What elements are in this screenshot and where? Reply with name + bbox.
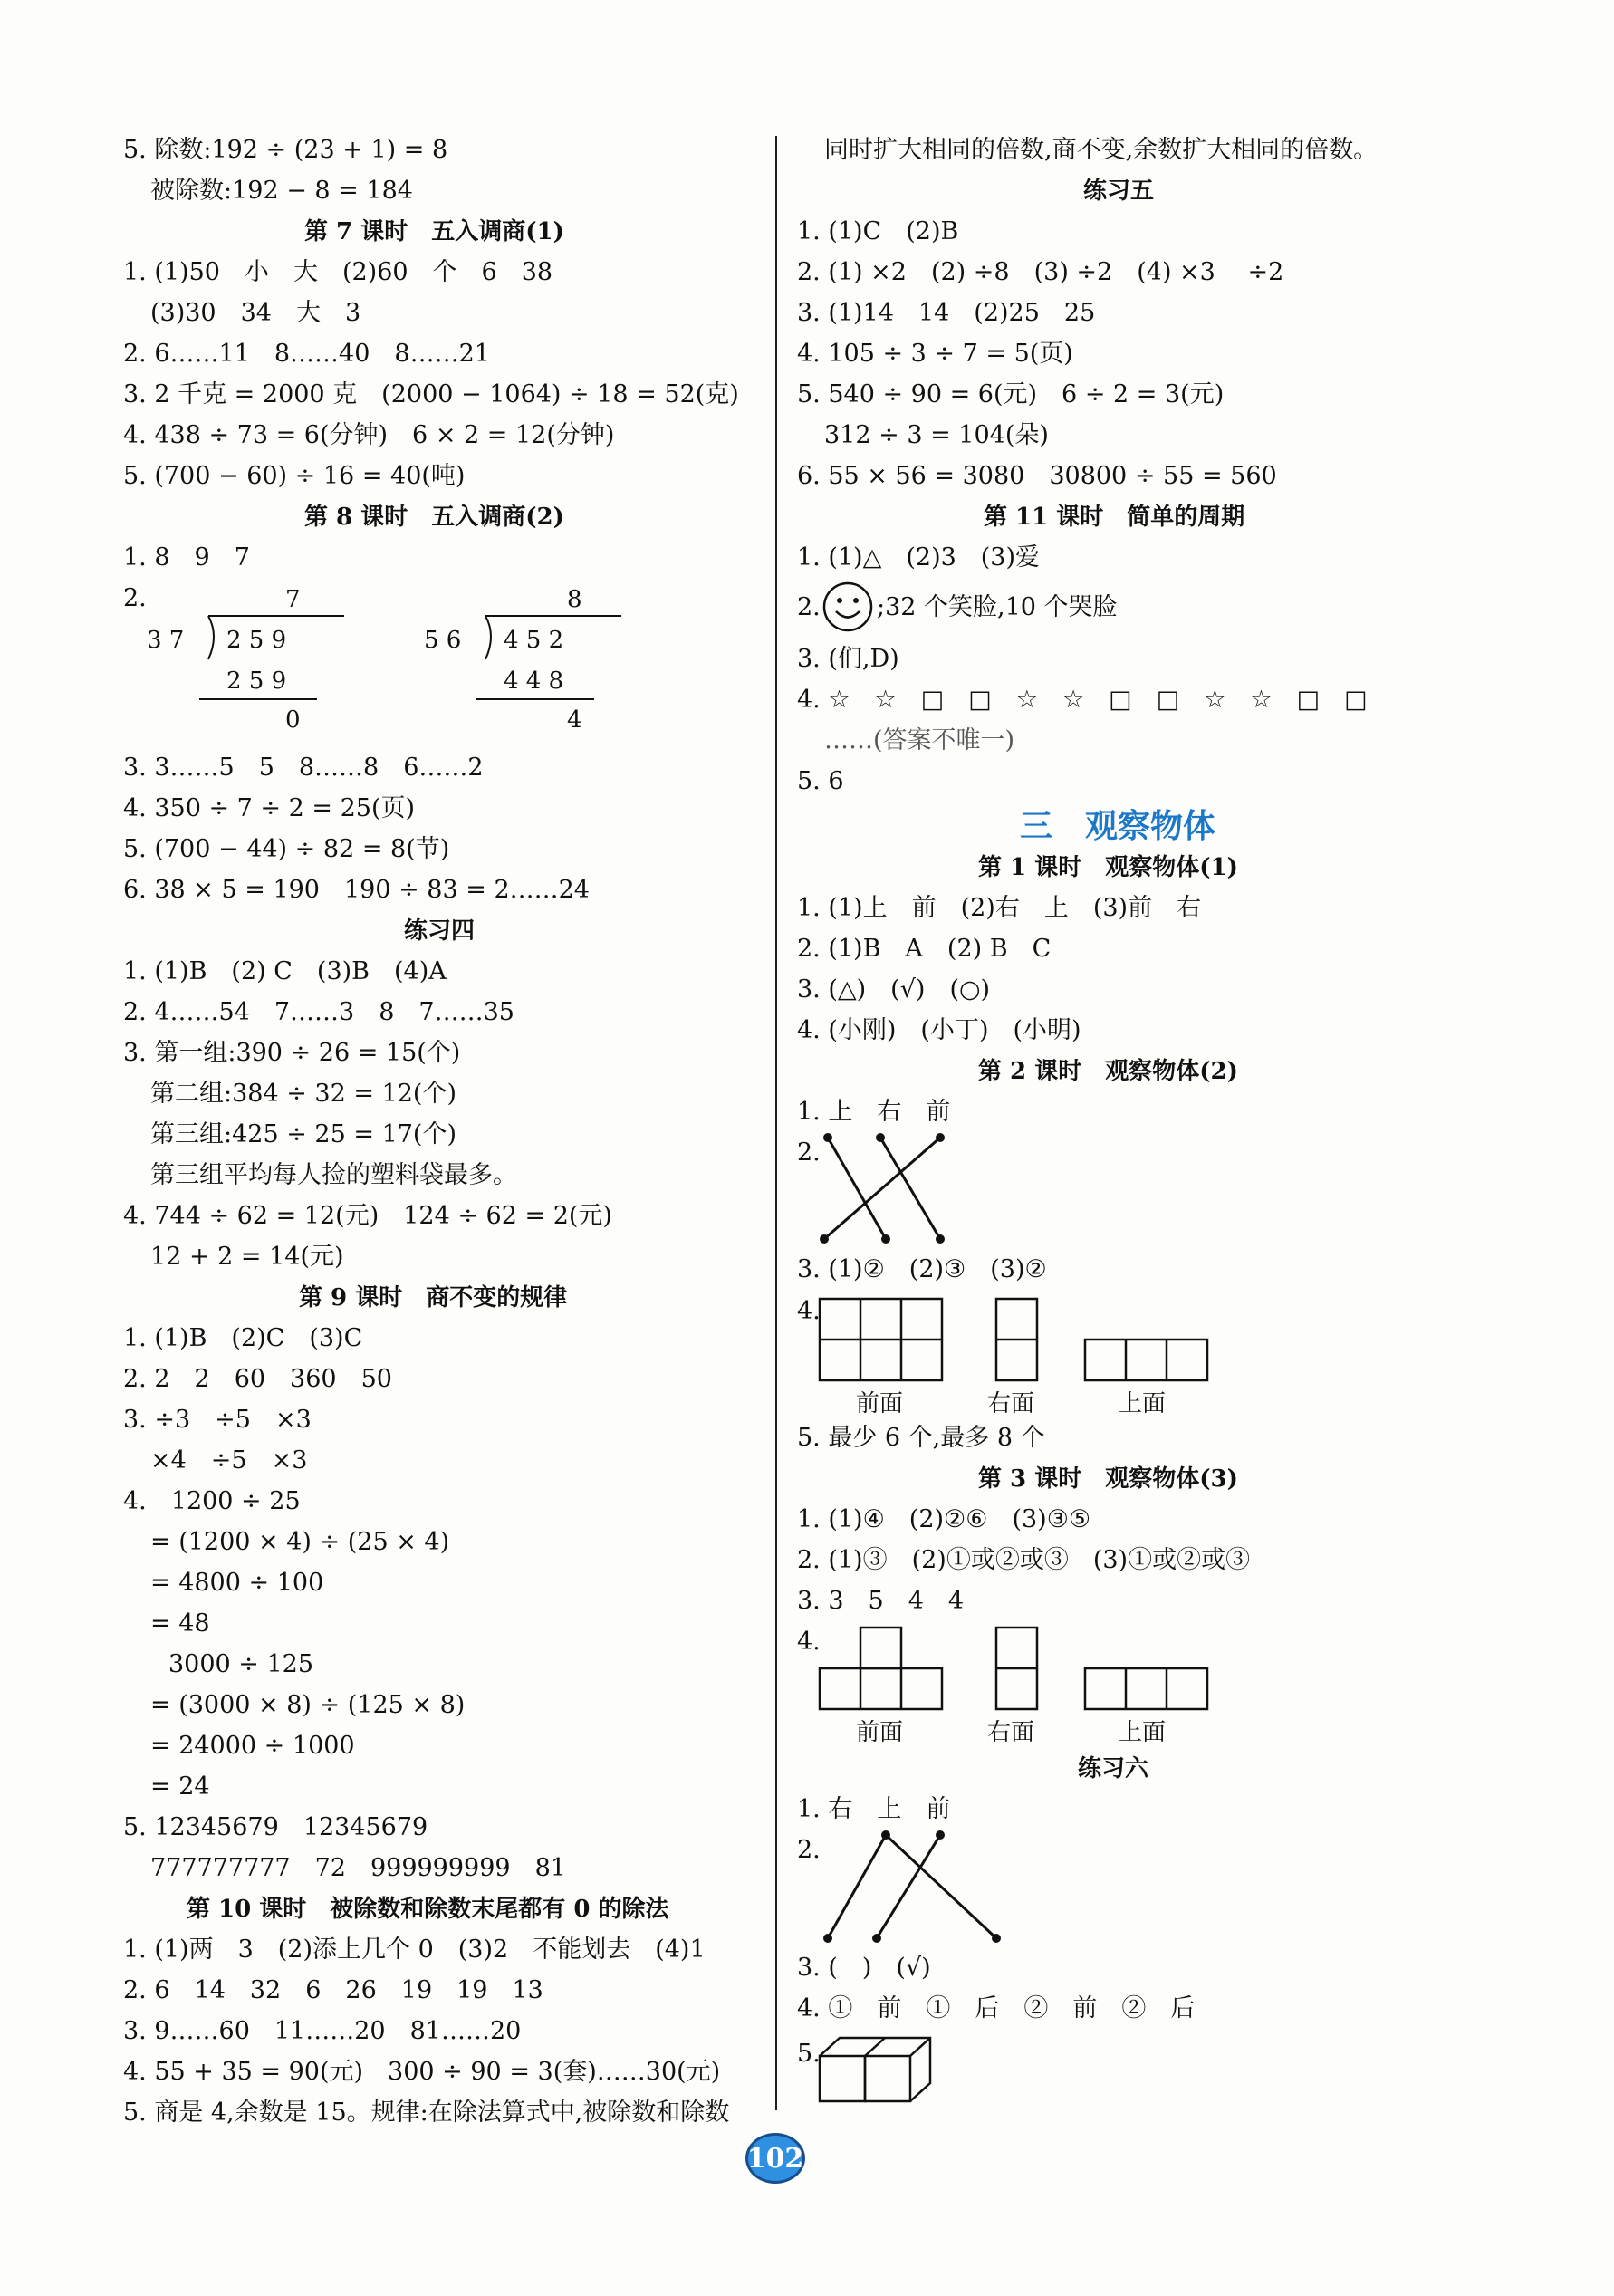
answer-line: 1. 8 9 7 (123, 543, 250, 572)
answer-line: 3. ( ) (√) (797, 1954, 931, 1982)
answer-line: = 24000 ÷ 1000 (150, 1732, 355, 1760)
answer-line: 1. (1)C (2)B (797, 217, 959, 245)
answer-line: 4. 350 ÷ 7 ÷ 2 = 25(页) (123, 794, 416, 822)
page-number-badge (745, 2133, 805, 2184)
three-views-diagram-2 (820, 1626, 1218, 1748)
answer-line: 12 + 2 = 14(元) (150, 1243, 344, 1271)
answer-line: 5. 12345679 12345679 (123, 1813, 428, 1841)
answer-line: 3. 9……60 11……20 81……20 (123, 2017, 522, 2045)
answer-line: 2. (797, 1138, 821, 1167)
answer-line: 第三组:425 ÷ 25 = 17(个) (150, 1120, 456, 1148)
answer-line: 3. ÷3 ÷5 ×3 (123, 1406, 312, 1434)
section-heading: 第 1 课时 观察物体(1) (978, 854, 1238, 881)
answer-line: 1. (1)两 3 (2)添上几个 0 (3)2 不能划去 (4)1 (123, 1936, 706, 1964)
remainder: 4 (567, 706, 582, 734)
answer-line: = 48 (150, 1609, 210, 1638)
view-label-front: 前面 (856, 1390, 904, 1417)
product: 4 4 8 (504, 668, 564, 695)
section-heading: 第 11 课时 简单的周期 (984, 504, 1245, 531)
answer-line: 5. (700 − 60) ÷ 16 = 40(吨) (123, 462, 466, 490)
view-label-top: 上面 (1119, 1719, 1167, 1746)
dividend: 4 5 2 (504, 627, 564, 654)
answer-line: 5. 商是 4,余数是 15。规律:在除法算式中,被除数和除数 (123, 2099, 730, 2127)
answer-line: 3. (们,D) (797, 645, 899, 673)
answer-line: = 4800 ÷ 100 (150, 1569, 324, 1597)
quotient: 8 (567, 586, 582, 613)
answer-line: 4. 105 ÷ 3 ÷ 7 = 5(页) (797, 340, 1073, 368)
section-heading: 第 3 课时 观察物体(3) (978, 1465, 1238, 1493)
answer-line: 同时扩大相同的倍数,商不变,余数扩大相同的倍数。 (824, 136, 1379, 164)
matching-lines-diagram-2 (815, 1830, 1014, 1947)
answer-line: ……(答案不唯一) (824, 726, 1015, 754)
matching-lines-diagram (815, 1132, 951, 1250)
answer-line: ;32 个笑脸,10 个哭脸 (877, 593, 1118, 621)
answer-line: 777777777 72 999999999 81 (150, 1854, 566, 1882)
answer-line: 5. 540 ÷ 90 = 6(元) 6 ÷ 2 = 3(元) (797, 380, 1225, 408)
section-heading: 练习六 (1078, 1755, 1149, 1782)
answer-line: 2. (1)B A (2) B C (797, 935, 1052, 963)
answer-line: 1. (1)B (2) C (3)B (4)A (123, 957, 447, 985)
answer-line: 4. (小刚) (小丁) (小明) (797, 1016, 1081, 1044)
answer-line: 4. ☆ ☆ □ □ ☆ ☆ □ □ ☆ ☆ □ □ (797, 686, 1368, 714)
answer-line: 5. 除数:192 ÷ (23 + 1) = 8 (123, 136, 448, 164)
section-heading: 第 8 课时 五入调商(2) (304, 504, 564, 531)
answer-line: 2. (1) ×2 (2) ÷8 (3) ÷2 (4) ×3 ÷2 (797, 258, 1284, 286)
answer-line: 1. (1)B (2)C (3)C (123, 1324, 363, 1352)
answer-line: 第二组:384 ÷ 32 = 12(个) (150, 1080, 456, 1108)
answer-line: 3. (1)② (2)③ (3)② (797, 1255, 1047, 1283)
column-divider (775, 136, 777, 2110)
cube-stack-diagram (820, 2036, 946, 2109)
answer-line: 第三组平均每人捡的塑料袋最多。 (150, 1161, 517, 1189)
answer-line: 2. (123, 584, 147, 612)
answer-line: = (3000 × 8) ÷ (125 × 8) (150, 1691, 466, 1719)
section-heading: 练习五 (1083, 178, 1155, 205)
answer-line: 1. (1)④ (2)②⑥ (3)③⑤ (797, 1505, 1091, 1533)
answer-line: 4. 1200 ÷ 25 (123, 1487, 301, 1515)
dividend: 2 5 9 (226, 627, 287, 654)
three-views-diagram-1 (820, 1297, 1218, 1419)
answer-line: 5. 6 (797, 767, 844, 795)
answer-line: 3. 3 5 4 4 (797, 1587, 965, 1615)
answer-line: 1. (1)上 前 (2)右 上 (3)前 右 (797, 894, 1202, 922)
answer-line: 6. 38 × 5 = 190 190 ÷ 83 = 2……24 (123, 876, 590, 904)
answer-line: (3)30 34 大 3 (150, 299, 361, 327)
answer-line: 3. (△) (√) (○) (797, 975, 991, 1004)
answer-line: 1. 上 右 前 (797, 1098, 951, 1126)
long-division-1 (145, 580, 353, 743)
answer-line: 4. 55 + 35 = 90(元) 300 ÷ 90 = 3(套)……30(元) (123, 2058, 721, 2086)
remainder: 0 (285, 706, 301, 734)
answer-line: 312 ÷ 3 = 104(朵) (824, 421, 1049, 449)
answer-line: 4. ① 前 ① 后 ② 前 ② 后 (797, 1994, 1196, 2022)
answer-line: 2. 4……54 7……3 8 7……35 (123, 998, 514, 1026)
divisor: 3 7 (147, 627, 185, 654)
answer-line: ×4 ÷5 ×3 (150, 1446, 308, 1475)
view-label-top: 上面 (1119, 1390, 1167, 1417)
section-heading: 练习四 (404, 917, 476, 945)
product: 2 5 9 (226, 668, 287, 695)
quotient: 7 (285, 586, 301, 613)
answer-line: 2. 2 2 60 360 50 (123, 1365, 392, 1393)
section-heading: 第 7 课时 五入调商(1) (304, 218, 564, 245)
answer-line: 2. (797, 1836, 821, 1864)
answer-line: 4. 744 ÷ 62 = 12(元) 124 ÷ 62 = 2(元) (123, 1202, 612, 1230)
section-heading: 第 9 课时 商不变的规律 (299, 1284, 568, 1311)
answer-line: 4. 438 ÷ 73 = 6(分钟) 6 × 2 = 12(分钟) (123, 421, 615, 449)
view-label-right: 右面 (987, 1390, 1035, 1417)
answer-line: 2. (1)③ (2)①或②或③ (3)①或②或③ (797, 1546, 1251, 1574)
answer-line: 5. (700 − 44) ÷ 82 = 8(节) (123, 835, 450, 863)
answer-line: 4. (797, 1297, 821, 1325)
answer-line: 2. 6……11 8……40 8……21 (123, 340, 490, 368)
answer-line: 3. (1)14 14 (2)25 25 (797, 299, 1096, 327)
view-label-front: 前面 (856, 1719, 904, 1746)
unit-title: 三 观察物体 (1020, 807, 1216, 845)
answer-line: 1. (1)50 小 大 (2)60 个 6 38 (123, 258, 553, 286)
answer-line: 5. 最少 6 个,最多 8 个 (797, 1424, 1045, 1452)
answer-line: 2. 6 14 32 6 26 19 19 13 (123, 1976, 543, 2004)
section-heading: 第 2 课时 观察物体(2) (978, 1058, 1238, 1085)
answer-line: 1. (1)△ (2)3 (3)爱 (797, 543, 1041, 572)
divisor: 5 6 (424, 627, 462, 654)
answer-line: 3. 第一组:390 ÷ 26 = 15(个) (123, 1039, 461, 1067)
answer-line: 6. 55 × 56 = 3080 30800 ÷ 55 = 560 (797, 462, 1277, 490)
answer-line: 5. (797, 2040, 821, 2068)
answer-line: 3000 ÷ 125 (168, 1650, 314, 1678)
section-heading: 第 10 课时 被除数和除数末尾都有 0 的除法 (187, 1896, 669, 1923)
answer-line: 1. 右 上 前 (797, 1795, 951, 1823)
answer-line: = 24 (150, 1772, 210, 1801)
answer-line: = (1200 × 4) ÷ (25 × 4) (150, 1528, 450, 1556)
view-label-right: 右面 (987, 1719, 1035, 1746)
answer-line: 3. 3……5 5 8……8 6……2 (123, 754, 484, 782)
answer-line: 4. (797, 1628, 821, 1656)
page-number: 102 (746, 2142, 804, 2175)
long-division-2 (422, 580, 630, 743)
smiley-face-icon (822, 581, 873, 632)
answer-line: 2. (797, 593, 821, 621)
answer-line: 被除数:192 − 8 = 184 (150, 177, 413, 205)
answer-line: 3. 2 千克 = 2000 克 (2000 − 1064) ÷ 18 = 52(克) (123, 380, 739, 408)
